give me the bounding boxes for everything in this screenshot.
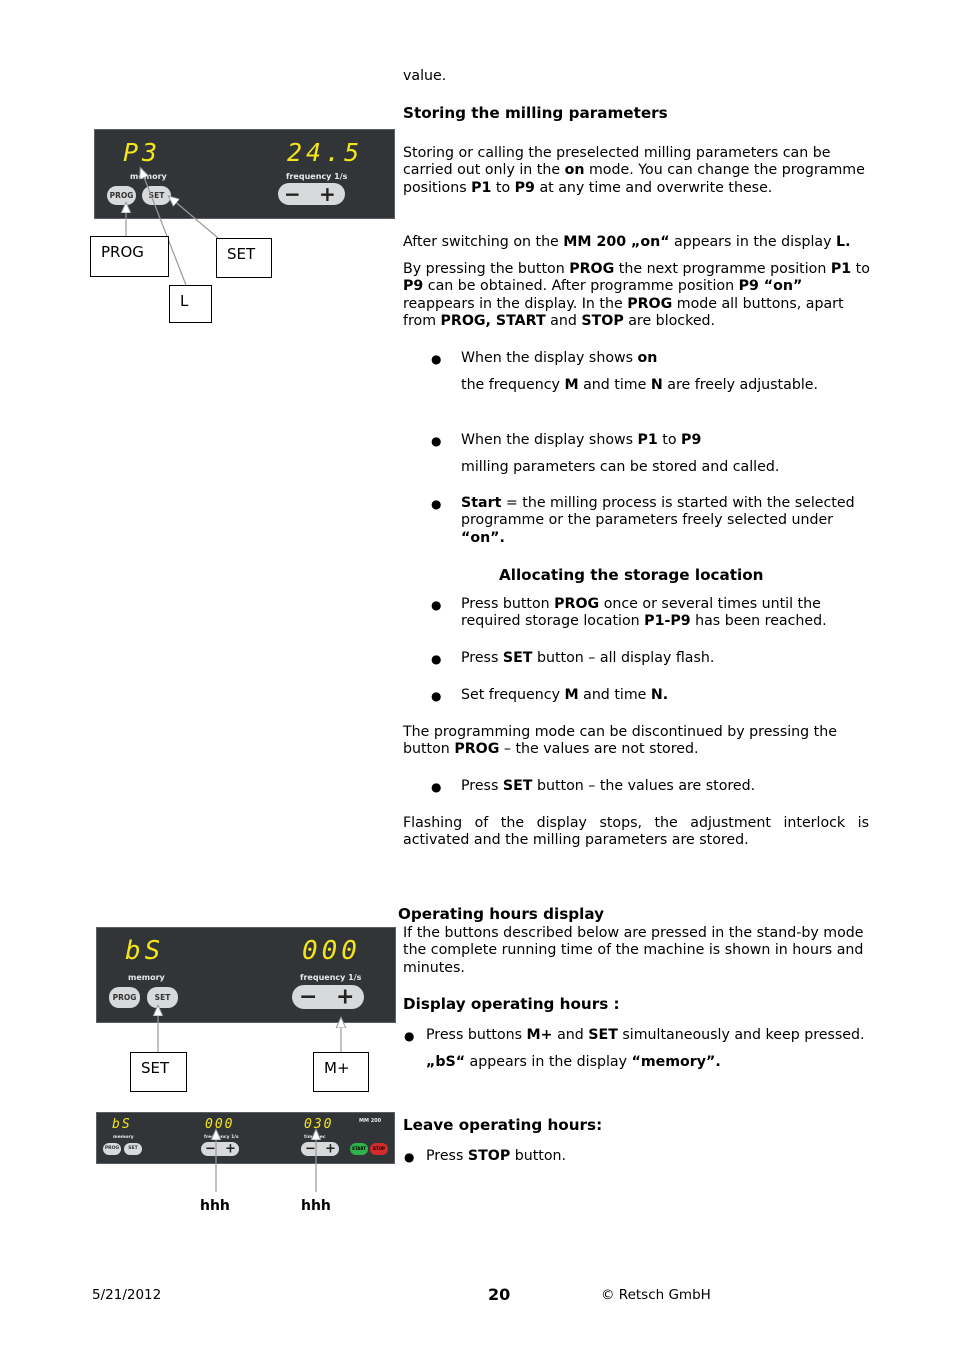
bullet-dot: ● <box>431 497 442 511</box>
minus-icon[interactable]: − <box>299 984 318 1010</box>
memory-label: memory <box>128 973 165 982</box>
frequency-label: frequency 1/s <box>286 172 348 181</box>
set-button[interactable]: SET <box>124 1143 142 1155</box>
frequency-display: 24.5 <box>287 138 364 167</box>
set-button[interactable]: SET <box>147 987 178 1008</box>
callout-mplus: M+ <box>313 1052 369 1092</box>
bullet-dot: ● <box>404 1150 415 1164</box>
prog-button[interactable]: PROG <box>109 987 140 1008</box>
prog-button[interactable]: PROG <box>107 186 136 205</box>
paragraph-discontinue: The programming mode can be discontinued by pressing the button PROG – the values are not stored. <box>403 724 837 758</box>
minus-icon[interactable]: − <box>284 182 301 206</box>
frequency-display: 000 <box>302 936 361 966</box>
bullet-press-mplus-set: Press buttons M+ and SET simultaneously and keep pressed. <box>426 1027 865 1043</box>
bullet-dot: ● <box>431 780 442 794</box>
bullet-display-p1-p9-sub: milling parameters can be stored and called. <box>461 459 780 475</box>
intro-line: value. <box>403 68 447 84</box>
time-display: 030 <box>304 1117 334 1132</box>
bullet-display-on-sub: the frequency M and time N are freely adjustable. <box>461 377 819 393</box>
frequency-label: frequency 1/s <box>204 1135 239 1140</box>
heading-operating-hours: Operating hours display <box>398 905 605 923</box>
bullet-press-prog: Press button PROG once or several times until the required storage location P1-P9 has been reached. <box>461 596 827 630</box>
frequency-display: 000 <box>205 1117 235 1132</box>
bullet-dot: ● <box>431 652 442 666</box>
bullet-bs-memory: „bS“ appears in the display “memory”. <box>426 1054 721 1070</box>
time-label: time/sec <box>304 1135 326 1140</box>
bullet-start: Start = the milling process is started with the selected programme or the parameters freely selected under “on”. <box>461 495 855 546</box>
callout-prog: PROG <box>90 236 169 277</box>
memory-display: bS <box>112 1117 132 1132</box>
bullet-press-set: Press SET button – all display flash. <box>461 650 715 666</box>
memory-display: bS <box>125 936 165 966</box>
paragraph-operating-hours: If the buttons described below are pressed in the stand-by mode the complete running time of the machine is shown in hours and minutes. <box>403 925 864 976</box>
callout-hhh-2: hhh <box>301 1198 331 1214</box>
callout-hhh-1: hhh <box>200 1198 230 1214</box>
footer-copyright: © Retsch GmbH <box>601 1287 711 1303</box>
paragraph-storing: Storing or calling the preselected milling parameters can be carried out only in the on mode. You can change the programme positions P1 to P9 at any time and overwrite these. <box>403 145 865 196</box>
callout-l: L <box>169 285 212 323</box>
minus-icon[interactable]: − <box>305 1141 316 1157</box>
frequency-label: frequency 1/s <box>300 973 362 982</box>
prog-button[interactable]: PROG <box>103 1143 121 1155</box>
plus-icon[interactable]: + <box>225 1141 236 1157</box>
callout-set-2: SET <box>130 1052 187 1092</box>
stop-button[interactable]: STOP <box>370 1143 388 1155</box>
bullet-display-on: When the display shows on <box>461 350 658 366</box>
paragraph-flashing-stops: Flashing of the display stops, the adjustment interlock is activated and the milling parameters are stored. <box>403 815 869 849</box>
paragraph-prog-button: By pressing the button PROG the next programme position P1 to P9 can be obtained. After programme position P9 “on” reappears in the display. In the PROG mode all buttons, apart from PROG, START and STOP are blocked. <box>403 261 870 329</box>
plus-icon[interactable]: + <box>325 1141 336 1157</box>
plus-icon[interactable]: + <box>319 182 336 206</box>
footer-page-number: 20 <box>488 1285 511 1304</box>
bullet-dot: ● <box>431 352 442 366</box>
bullet-press-set-stored: Press SET button – the values are stored. <box>461 778 756 794</box>
subheading-leave-hours: Leave operating hours: <box>403 1116 603 1134</box>
callout-set: SET <box>216 238 272 278</box>
plus-icon[interactable]: + <box>336 984 355 1010</box>
bullet-press-stop: Press STOP button. <box>426 1148 567 1164</box>
memory-display: P3 <box>123 138 162 167</box>
memory-label: memory <box>113 1135 134 1140</box>
brand-label: MM 200 <box>359 1118 382 1124</box>
set-button[interactable]: SET <box>142 186 171 205</box>
bullet-dot: ● <box>431 598 442 612</box>
bullet-dot: ● <box>404 1029 415 1043</box>
footer-date: 5/21/2012 <box>92 1287 162 1303</box>
bullet-display-p1-p9: When the display shows P1 to P9 <box>461 432 702 448</box>
bullet-dot: ● <box>431 689 442 703</box>
bullet-set-frequency: Set frequency M and time N. <box>461 687 669 703</box>
minus-icon[interactable]: − <box>205 1141 216 1157</box>
heading-allocating: Allocating the storage location <box>499 566 764 584</box>
subheading-display-hours: Display operating hours : <box>403 995 620 1013</box>
start-button[interactable]: START <box>350 1143 368 1155</box>
paragraph-switching-on: After switching on the MM 200 „on“ appears in the display L. <box>403 234 851 250</box>
heading-storing: Storing the milling parameters <box>403 104 668 122</box>
bullet-dot: ● <box>431 434 442 448</box>
memory-label: memory <box>130 172 167 181</box>
